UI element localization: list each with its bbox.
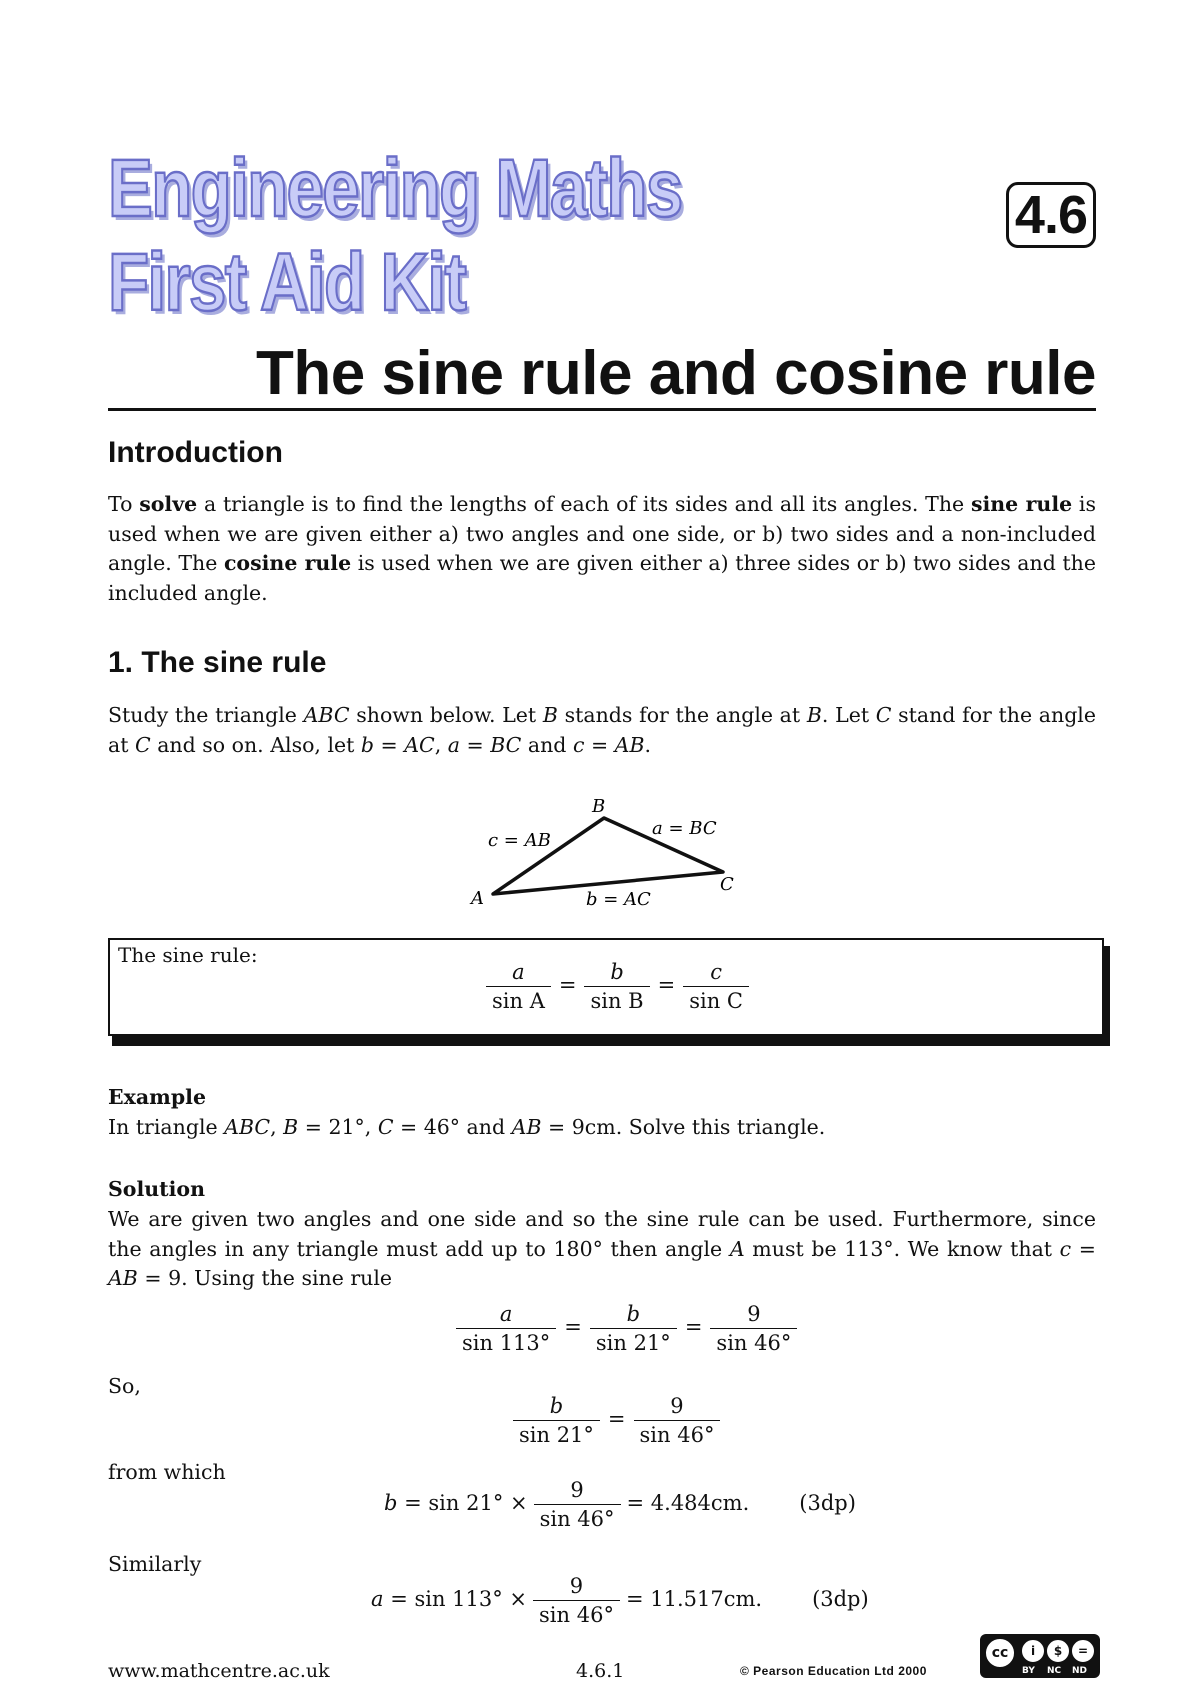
section1-paragraph: Study the triangle ABC shown below. Let B stands for the angle at B. Let C stand for the angle at C and so on. Also, let b = AC, a = BC and c = AB.: [108, 703, 1097, 757]
by-attribution-icon: i: [1020, 1638, 1046, 1664]
example-text: In triangle ABC, B = 21°, C = 46° and AB = 9cm. Solve this triangle.: [108, 1115, 826, 1139]
footer-copyright: © Pearson Education Ltd 2000: [740, 1664, 927, 1678]
intro-heading: Introduction: [108, 436, 283, 469]
section-number-badge: 4.6: [1006, 182, 1096, 248]
example-heading: Example: [108, 1085, 206, 1109]
title-underline: [108, 408, 1096, 411]
side-b-label: b = AC: [586, 889, 651, 910]
equation-b-ratio: $\frac{b}{\sin 21^\circ}$ = $\frac{9}{\sin 46^\circ}$: [513, 1394, 720, 1447]
page-title: The sine rule and cosine rule: [256, 339, 1096, 408]
side-c-label: c = AB: [488, 830, 551, 851]
creative-commons-license-icon: [980, 1634, 1100, 1678]
brand-title-line1: Engineering Maths: [108, 143, 682, 234]
solution-text: We are given two angles and one side and so the sine rule can be used. Furthermore, since the angles in any triangle must add up to 180° then angle A must be 113°. We know that c = AB = 9. Using the sine rule: [108, 1207, 1096, 1290]
vertex-a-label: A: [471, 888, 484, 909]
section1-heading: 1. The sine rule: [108, 646, 327, 679]
equation-sine-rule-substituted: $\frac{a}{\sin 113^\circ}$ = $\frac{b}{\sin 21^\circ}$ = $\frac{9}{\sin 46^\circ}$: [456, 1302, 797, 1355]
so-text: So,: [108, 1374, 141, 1398]
side-a-label: a = BC: [652, 818, 717, 839]
triangle-shape: [493, 818, 723, 894]
sine-rule-formula: $\frac{a}{\text{sin A}}$ = $\frac{b}{\text{sin B}}$ = $\frac{c}{\text{sin C}}$: [486, 960, 749, 1013]
nd-noderivs-icon: =: [1070, 1638, 1096, 1664]
footer-page-number: 4.6.1: [576, 1660, 625, 1682]
equation-b-value: b = sin 21° × $\frac{9}{\sin 46^\circ}$ = 4.484cm. (3dp): [384, 1478, 856, 1531]
sine-rule-box-label: The sine rule:: [118, 943, 258, 967]
equation-a-value: a = sin 113° × $\frac{9}{\sin 46^\circ}$ = 11.517cm. (3dp): [371, 1574, 869, 1627]
nc-noncommercial-icon: $: [1045, 1638, 1071, 1664]
intro-paragraph: To solve a triangle is to find the lengths of each of its sides and all its angles. The sine rule is used when we are given either a) two angles and one side, or b) two sides and a non-included angle. The cosine rule is used when we are given either a) three sides or b) two sides and the included angle.: [108, 492, 1097, 605]
cc-nc-label: NC: [1047, 1666, 1062, 1676]
from-which-text: from which: [108, 1460, 226, 1484]
solution-heading: Solution: [108, 1177, 206, 1201]
vertex-c-label: C: [720, 874, 734, 895]
vertex-b-label: B: [592, 796, 606, 817]
cc-by-label: BY: [1022, 1666, 1035, 1676]
footer-website: www.mathcentre.ac.uk: [108, 1660, 330, 1682]
brand-title-line2: First Aid Kit: [108, 237, 466, 328]
cc-icon: cc: [984, 1637, 1016, 1669]
similarly-text: Similarly: [108, 1552, 202, 1576]
cc-nd-label: ND: [1072, 1666, 1088, 1676]
